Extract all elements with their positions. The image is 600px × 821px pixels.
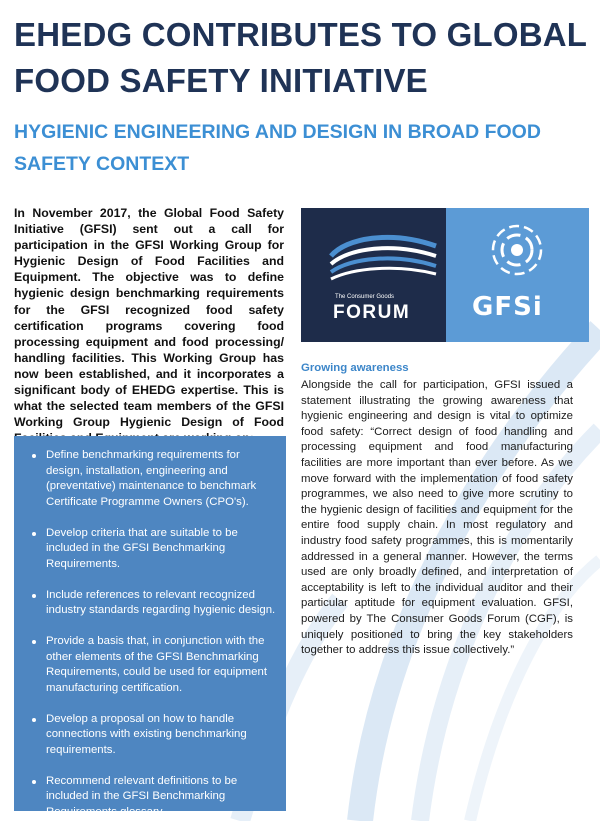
intro-paragraph: In November 2017, the Global Food Safety Initiative (GFSI) sent out a call for participation in the GFSI Working Group for Hygienic Design of Food Facilities and Equipment. The objective was to define hygienic design benchmarking requirements for the GFSI recognized food safety certification programs covering food processing equipment and food processing/ handling facilities. This Working Group has now been established, and it incorporates a significant body of EHEDG expertise. This is what the selected team members of the GFSI Working Group Hygienic Design of Food [14, 206, 284, 430]
cgf-logo [301, 208, 446, 342]
tasks-list [32, 448, 276, 820]
list-item: Include references to relevant recognized industry standards regarding hygienic design. [32, 588, 276, 619]
working-group-tasks-box [14, 436, 286, 818]
sidebar-heading: Growing awareness [301, 362, 409, 374]
gfsi-label: GFSi [472, 292, 543, 322]
list-item: Develop a proposal on how to handle connections with existing benchmarking requirements. [32, 712, 276, 759]
gfsi-logo [446, 208, 589, 342]
cgf-swoosh-icon [301, 208, 446, 298]
list-item: Recommend relevant definitions to be included in the GFSI Benchmarking Requirements glossary. [32, 774, 276, 821]
page-title: EHEDG CONTRIBUTES TO GLOBAL FOOD SAFETY INITIATIVE [14, 16, 587, 99]
cgf-tagline: The Consumer Goods [335, 294, 395, 300]
list-item: Provide a basis that, in conjunction with the other elements of the GFSI Benchmarking Requirements, could be used for equipment manufacturing certification. [32, 634, 276, 696]
sidebar-body: Alongside the call for participation, GFSI issued a statement illustrating the growing awareness that hygienic engineering and design is vital to optimize food safety: “Correct design of food handling and processing equipment and food manufacturing facilities are more important than ever before. As we move forward with the implementation of food safety programmes, we also need to give more scrutiny to the hygienic design of facilities and equipment for the entire food supply chain. In most regulatory and industry food safety programmes, this is momentarily addressed in a general manner. However, the terms used are only broadly defined, and interpretation of acceptability is left to the individual auditor and their particular aptitude for equipment evaluation. GFSI, powered by The Consumer Goods Forum (CGF), is uniquely positioned to bring the key stakeholders together to address this issue collectively.” [301, 379, 573, 657]
list-item: Define benchmarking requirements for design, installation, engineering and (preventative) maintenance to benchmark Certificate Programme Owners (CPO's). [32, 448, 276, 510]
cgf-forum-label: FORUM [333, 302, 411, 323]
page-subtitle: HYGIENIC ENGINEERING AND DESIGN IN BROAD FOOD SAFETY CONTEXT [14, 121, 541, 175]
list-item: Develop criteria that are suitable to be included in the GFSI Benchmarking Requirements. [32, 526, 276, 573]
gfsi-circle-icon [446, 208, 589, 288]
partner-logos [301, 208, 589, 342]
